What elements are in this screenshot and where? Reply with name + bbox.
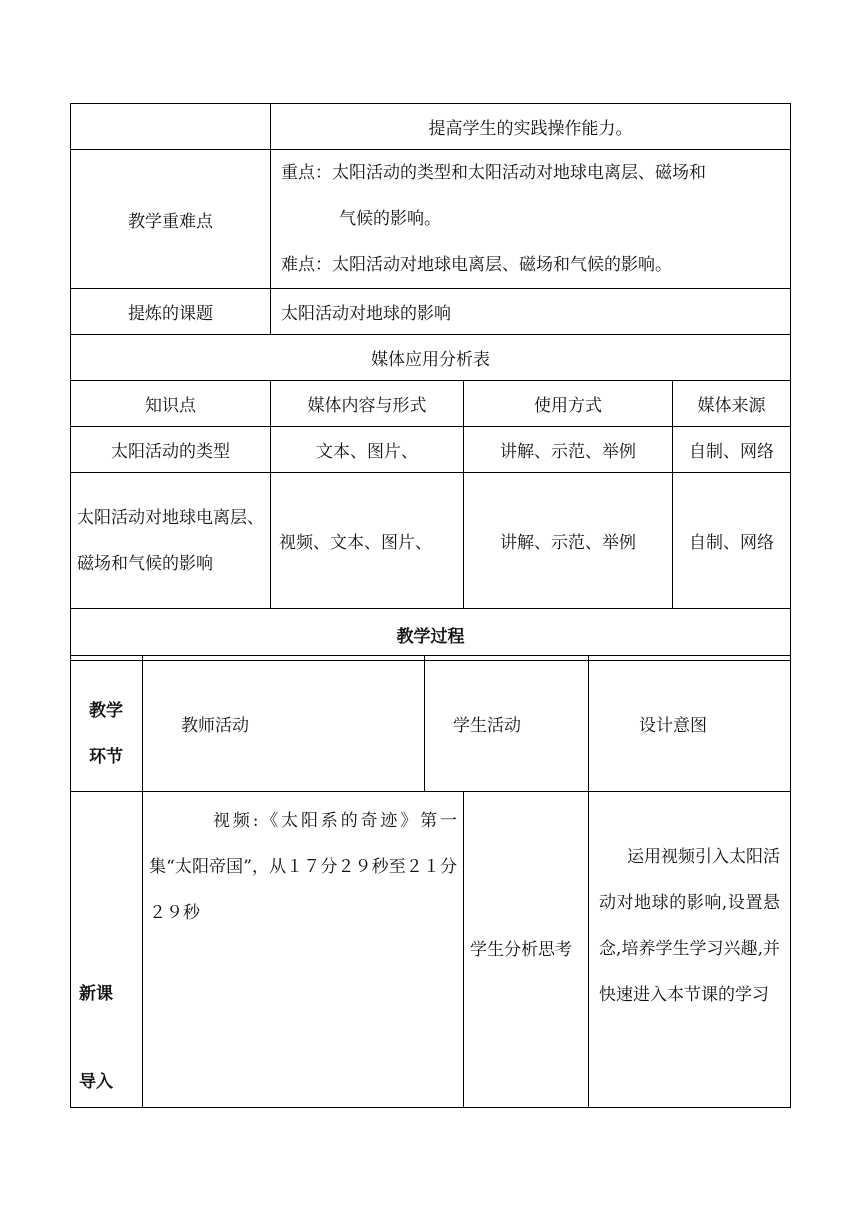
media-analysis-table bbox=[70, 103, 791, 661]
difficulty-line: 难点：太阳活动对地球电离层、磁场和气候的影响。 bbox=[281, 255, 672, 275]
header-teacher-activity: 教师活动 bbox=[143, 656, 425, 792]
process-title: 教学过程 bbox=[71, 609, 791, 661]
key-points-content bbox=[271, 150, 791, 289]
table-row bbox=[71, 427, 791, 473]
cell-knowledge-point: 太阳活动对地球电离层、磁场和气候的影响 bbox=[71, 473, 271, 609]
table-row bbox=[71, 792, 791, 1108]
cell-knowledge-point: 太阳活动的类型 bbox=[71, 427, 271, 473]
table-row bbox=[71, 150, 791, 289]
table-header-row bbox=[71, 656, 791, 792]
table-row bbox=[71, 104, 791, 150]
cell-media-content: 文本、图片、 bbox=[271, 427, 464, 473]
table-row bbox=[71, 335, 791, 381]
design-intent-text: 运用视频引入太阳活动对地球的影响,设置悬念,培养学生学习兴趣,并快速进入本节课的学习 bbox=[589, 792, 791, 1108]
focus-line-cont: 气候的影响。 bbox=[339, 209, 441, 229]
header-media-content: 媒体内容与形式 bbox=[271, 381, 464, 427]
topic-value: 太阳活动对地球的影响 bbox=[271, 289, 791, 335]
table-row bbox=[71, 609, 791, 661]
teacher-activity-text: 视频:《太阳系的奇迹》第一集“太阳帝国”，从１７分２９秒至２１分２９秒 bbox=[143, 792, 464, 1108]
header-media-source: 媒体来源 bbox=[673, 381, 791, 427]
ability-goal-text: 提高学生的实践操作能力。 bbox=[271, 104, 791, 150]
key-points-label: 教学重难点 bbox=[71, 150, 271, 289]
table-row bbox=[71, 289, 791, 335]
process-header-table bbox=[70, 655, 791, 792]
media-table-title: 媒体应用分析表 bbox=[71, 335, 791, 381]
cell-usage: 讲解、示范、举例 bbox=[464, 427, 673, 473]
topic-label: 提炼的课题 bbox=[71, 289, 271, 335]
focus-line: 重点：太阳活动的类型和太阳活动对地球电离层、磁场和 bbox=[281, 163, 706, 183]
header-usage: 使用方式 bbox=[464, 381, 673, 427]
cell-usage: 讲解、示范、举例 bbox=[464, 473, 673, 609]
process-intro-table bbox=[70, 791, 791, 1108]
table-header-row bbox=[71, 381, 791, 427]
stage-intro: 新课 导入 bbox=[71, 792, 143, 1108]
header-knowledge-point: 知识点 bbox=[71, 381, 271, 427]
cell-media-content: 视频、文本、图片、 bbox=[271, 473, 464, 609]
empty-cell bbox=[71, 104, 271, 150]
cell-media-source: 自制、网络 bbox=[673, 427, 791, 473]
header-stage: 教学 环节 bbox=[71, 656, 143, 792]
student-activity-text: 学生分析思考 bbox=[464, 792, 589, 1108]
cell-media-source: 自制、网络 bbox=[673, 473, 791, 609]
table-row bbox=[71, 473, 791, 609]
header-student-activity: 学生活动 bbox=[425, 656, 589, 792]
header-design-intent: 设计意图 bbox=[589, 656, 791, 792]
